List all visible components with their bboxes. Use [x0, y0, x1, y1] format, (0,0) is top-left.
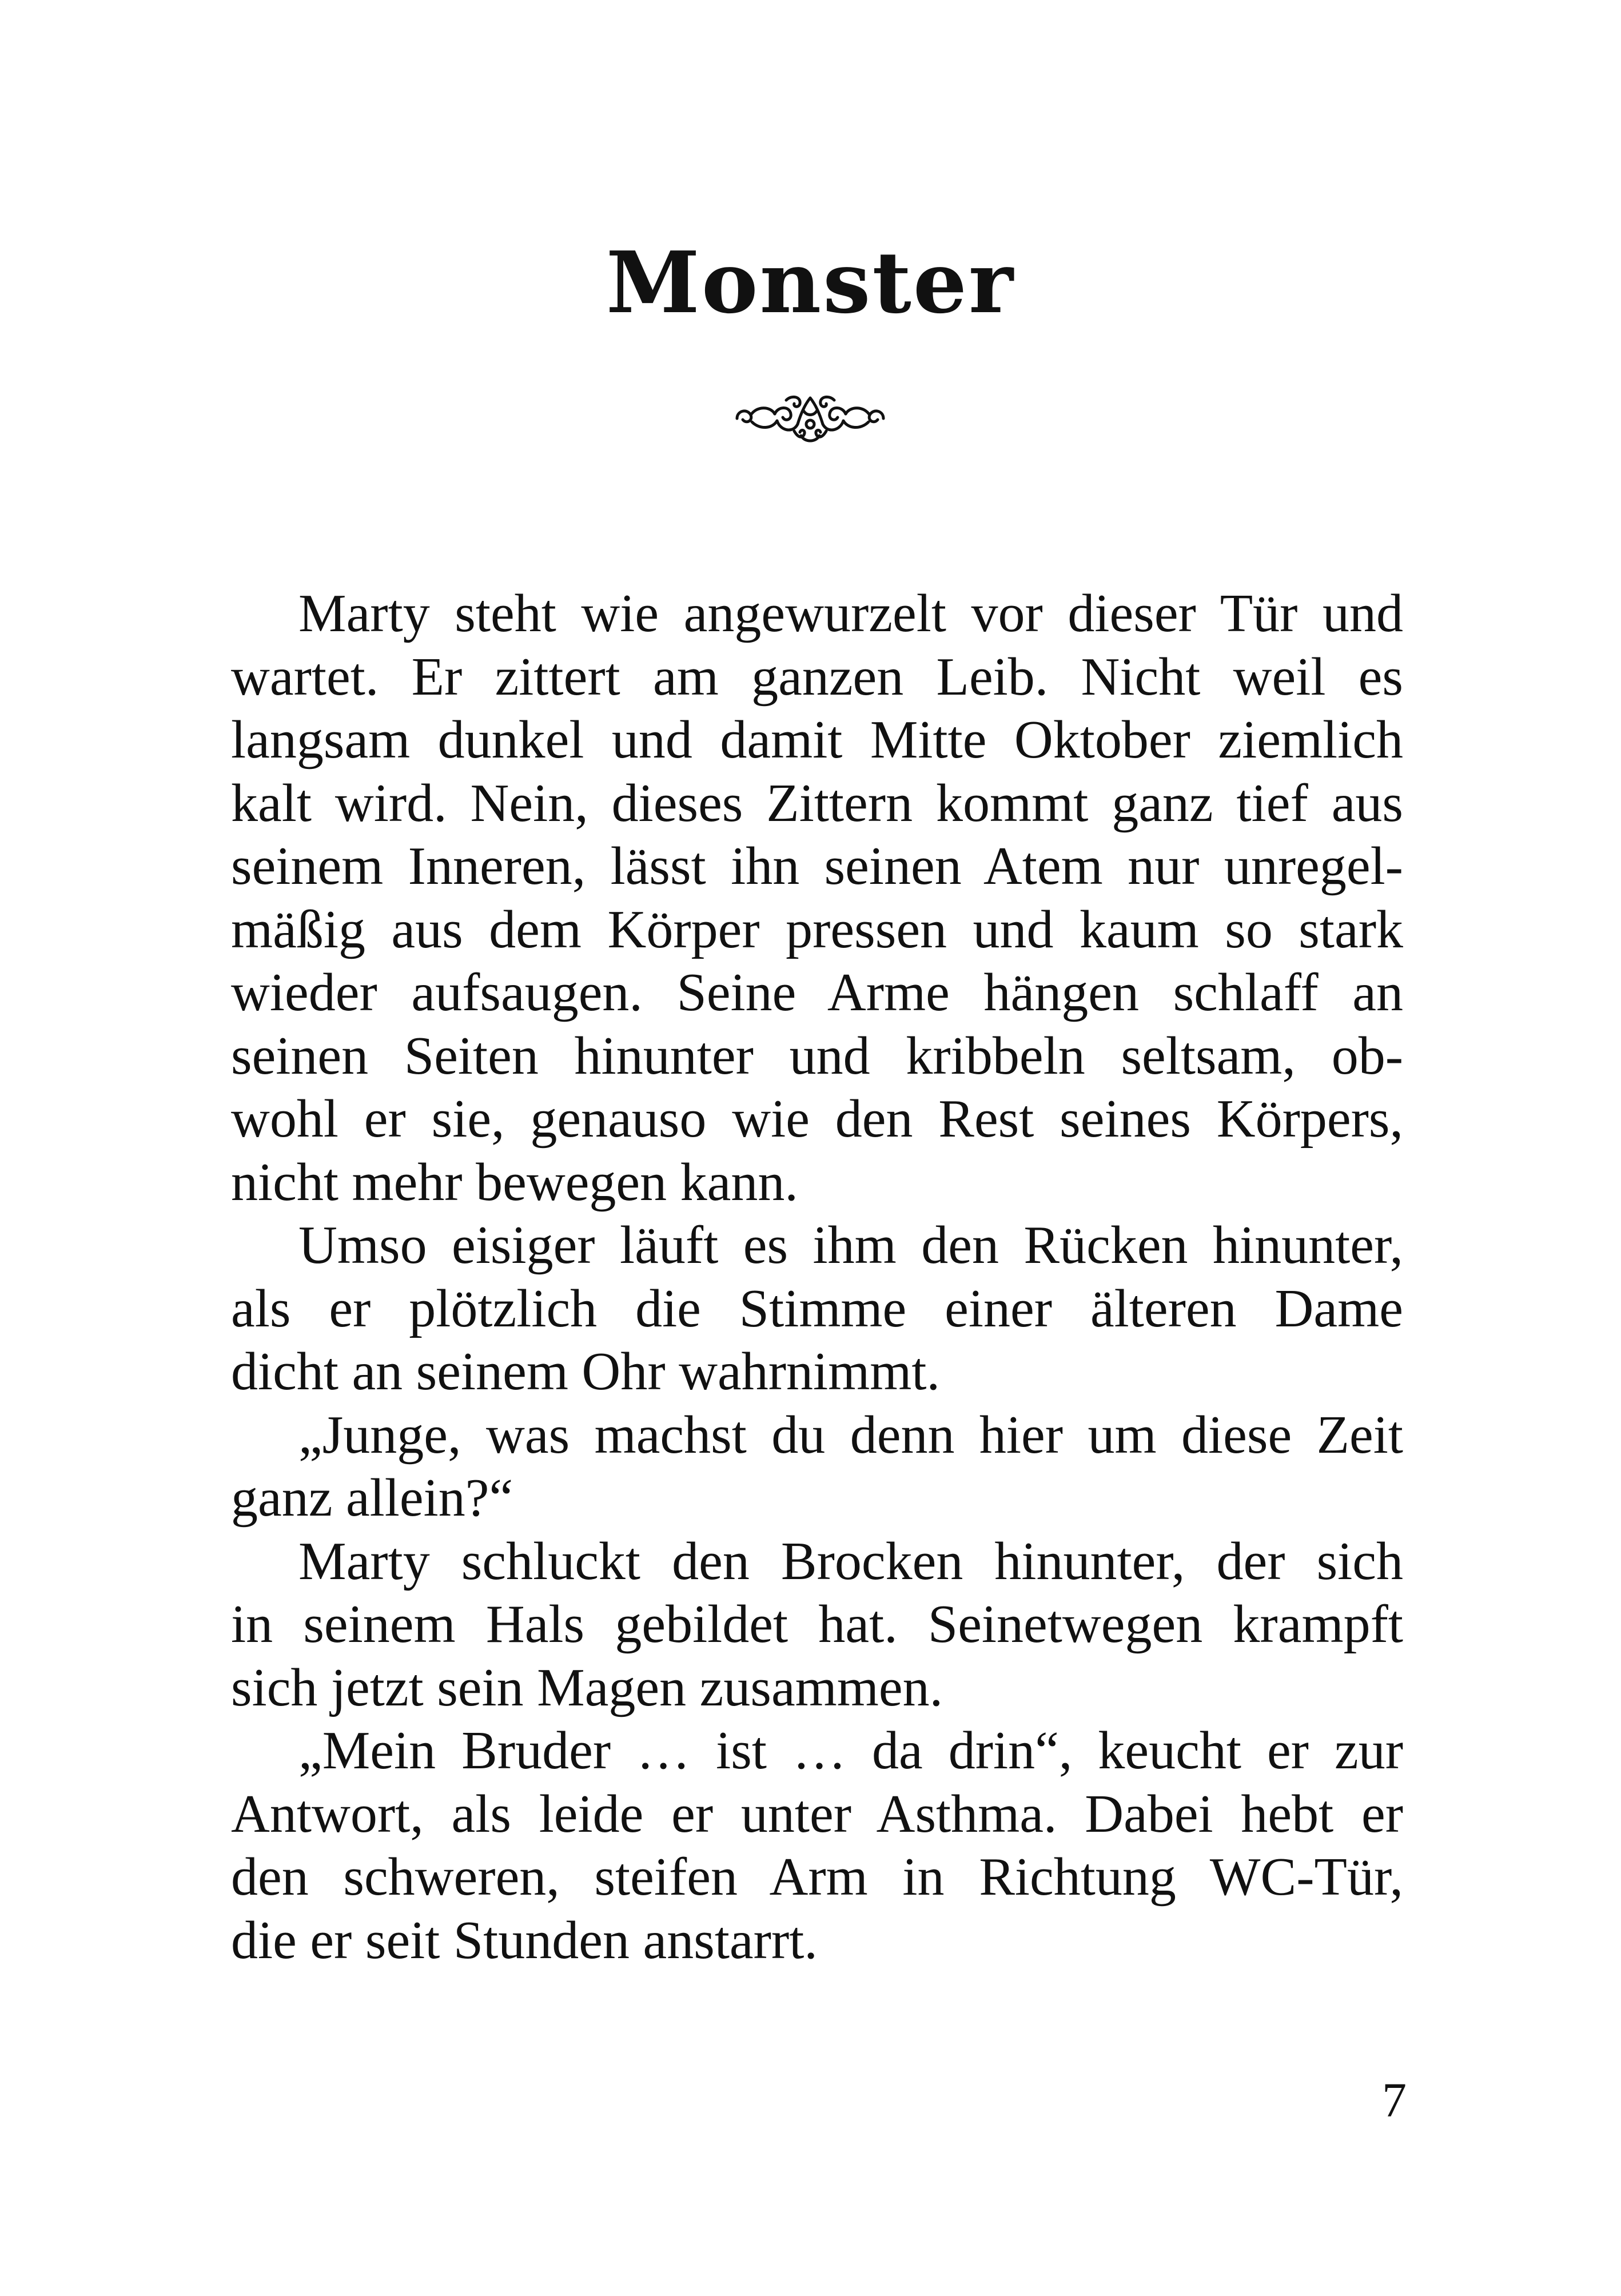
text-line: die er seit Stunden anstarrt.: [231, 1910, 818, 1970]
text-line: nicht mehr bewegen kann.: [231, 1152, 798, 1212]
text-line: Marty schluckt den Brocken hinunter, der sich: [298, 1531, 1403, 1591]
text-line: seinem Inneren, lässt ihn seinen Atem nur unregel-: [231, 836, 1403, 896]
text-line: langsam dunkel und damit Mitte Oktober ziemlich: [231, 710, 1403, 770]
text-line: in seinem Hals gebildet hat. Seinetwegen krampft: [231, 1595, 1403, 1654]
text-line: Marty steht wie angewurzelt vor dieser Tür und: [298, 584, 1403, 643]
text-line: dicht an seinem Ohr wahrnimmt.: [231, 1342, 940, 1401]
text-line: kalt wird. Nein, dieses Zittern kommt ganz tief aus: [231, 773, 1403, 833]
text-line: Antwort, als leide er unter Asthma. Dabei hebt er: [231, 1784, 1403, 1844]
text-line: wartet. Er zittert am ganzen Leib. Nicht weil es: [231, 647, 1403, 707]
chapter-body-text: [231, 582, 1403, 1972]
text-line: den schweren, steifen Arm in Richtung WC-Tür,: [231, 1847, 1403, 1907]
scroll-flourish-icon: [730, 383, 890, 452]
text-line: als er plötzlich die Stimme einer älteren Dame: [231, 1278, 1403, 1338]
text-line: „Junge, was machst du denn hier um diese Zeit: [298, 1405, 1403, 1465]
text-line: sich jetzt sein Magen zusammen.: [231, 1657, 943, 1717]
chapter-title: Monster: [606, 233, 1015, 332]
text-line: wohl er sie, genauso wie den Rest seines Körpers,: [231, 1089, 1403, 1149]
text-line: mäßig aus dem Körper pressen und kaum so stark: [231, 899, 1403, 959]
text-line: Umso eisiger läuft es ihm den Rücken hinunter,: [298, 1215, 1403, 1275]
page-number: 7: [1382, 2072, 1407, 2127]
text-line: ganz allein?“: [231, 1468, 513, 1528]
text-line: „Mein Bruder … ist … da drin“, keucht er zur: [298, 1721, 1403, 1780]
text-line: seinen Seiten hinunter und kribbeln seltsam, ob-: [231, 1026, 1403, 1086]
text-line: wieder aufsaugen. Seine Arme hängen schlaff an: [231, 963, 1403, 1022]
